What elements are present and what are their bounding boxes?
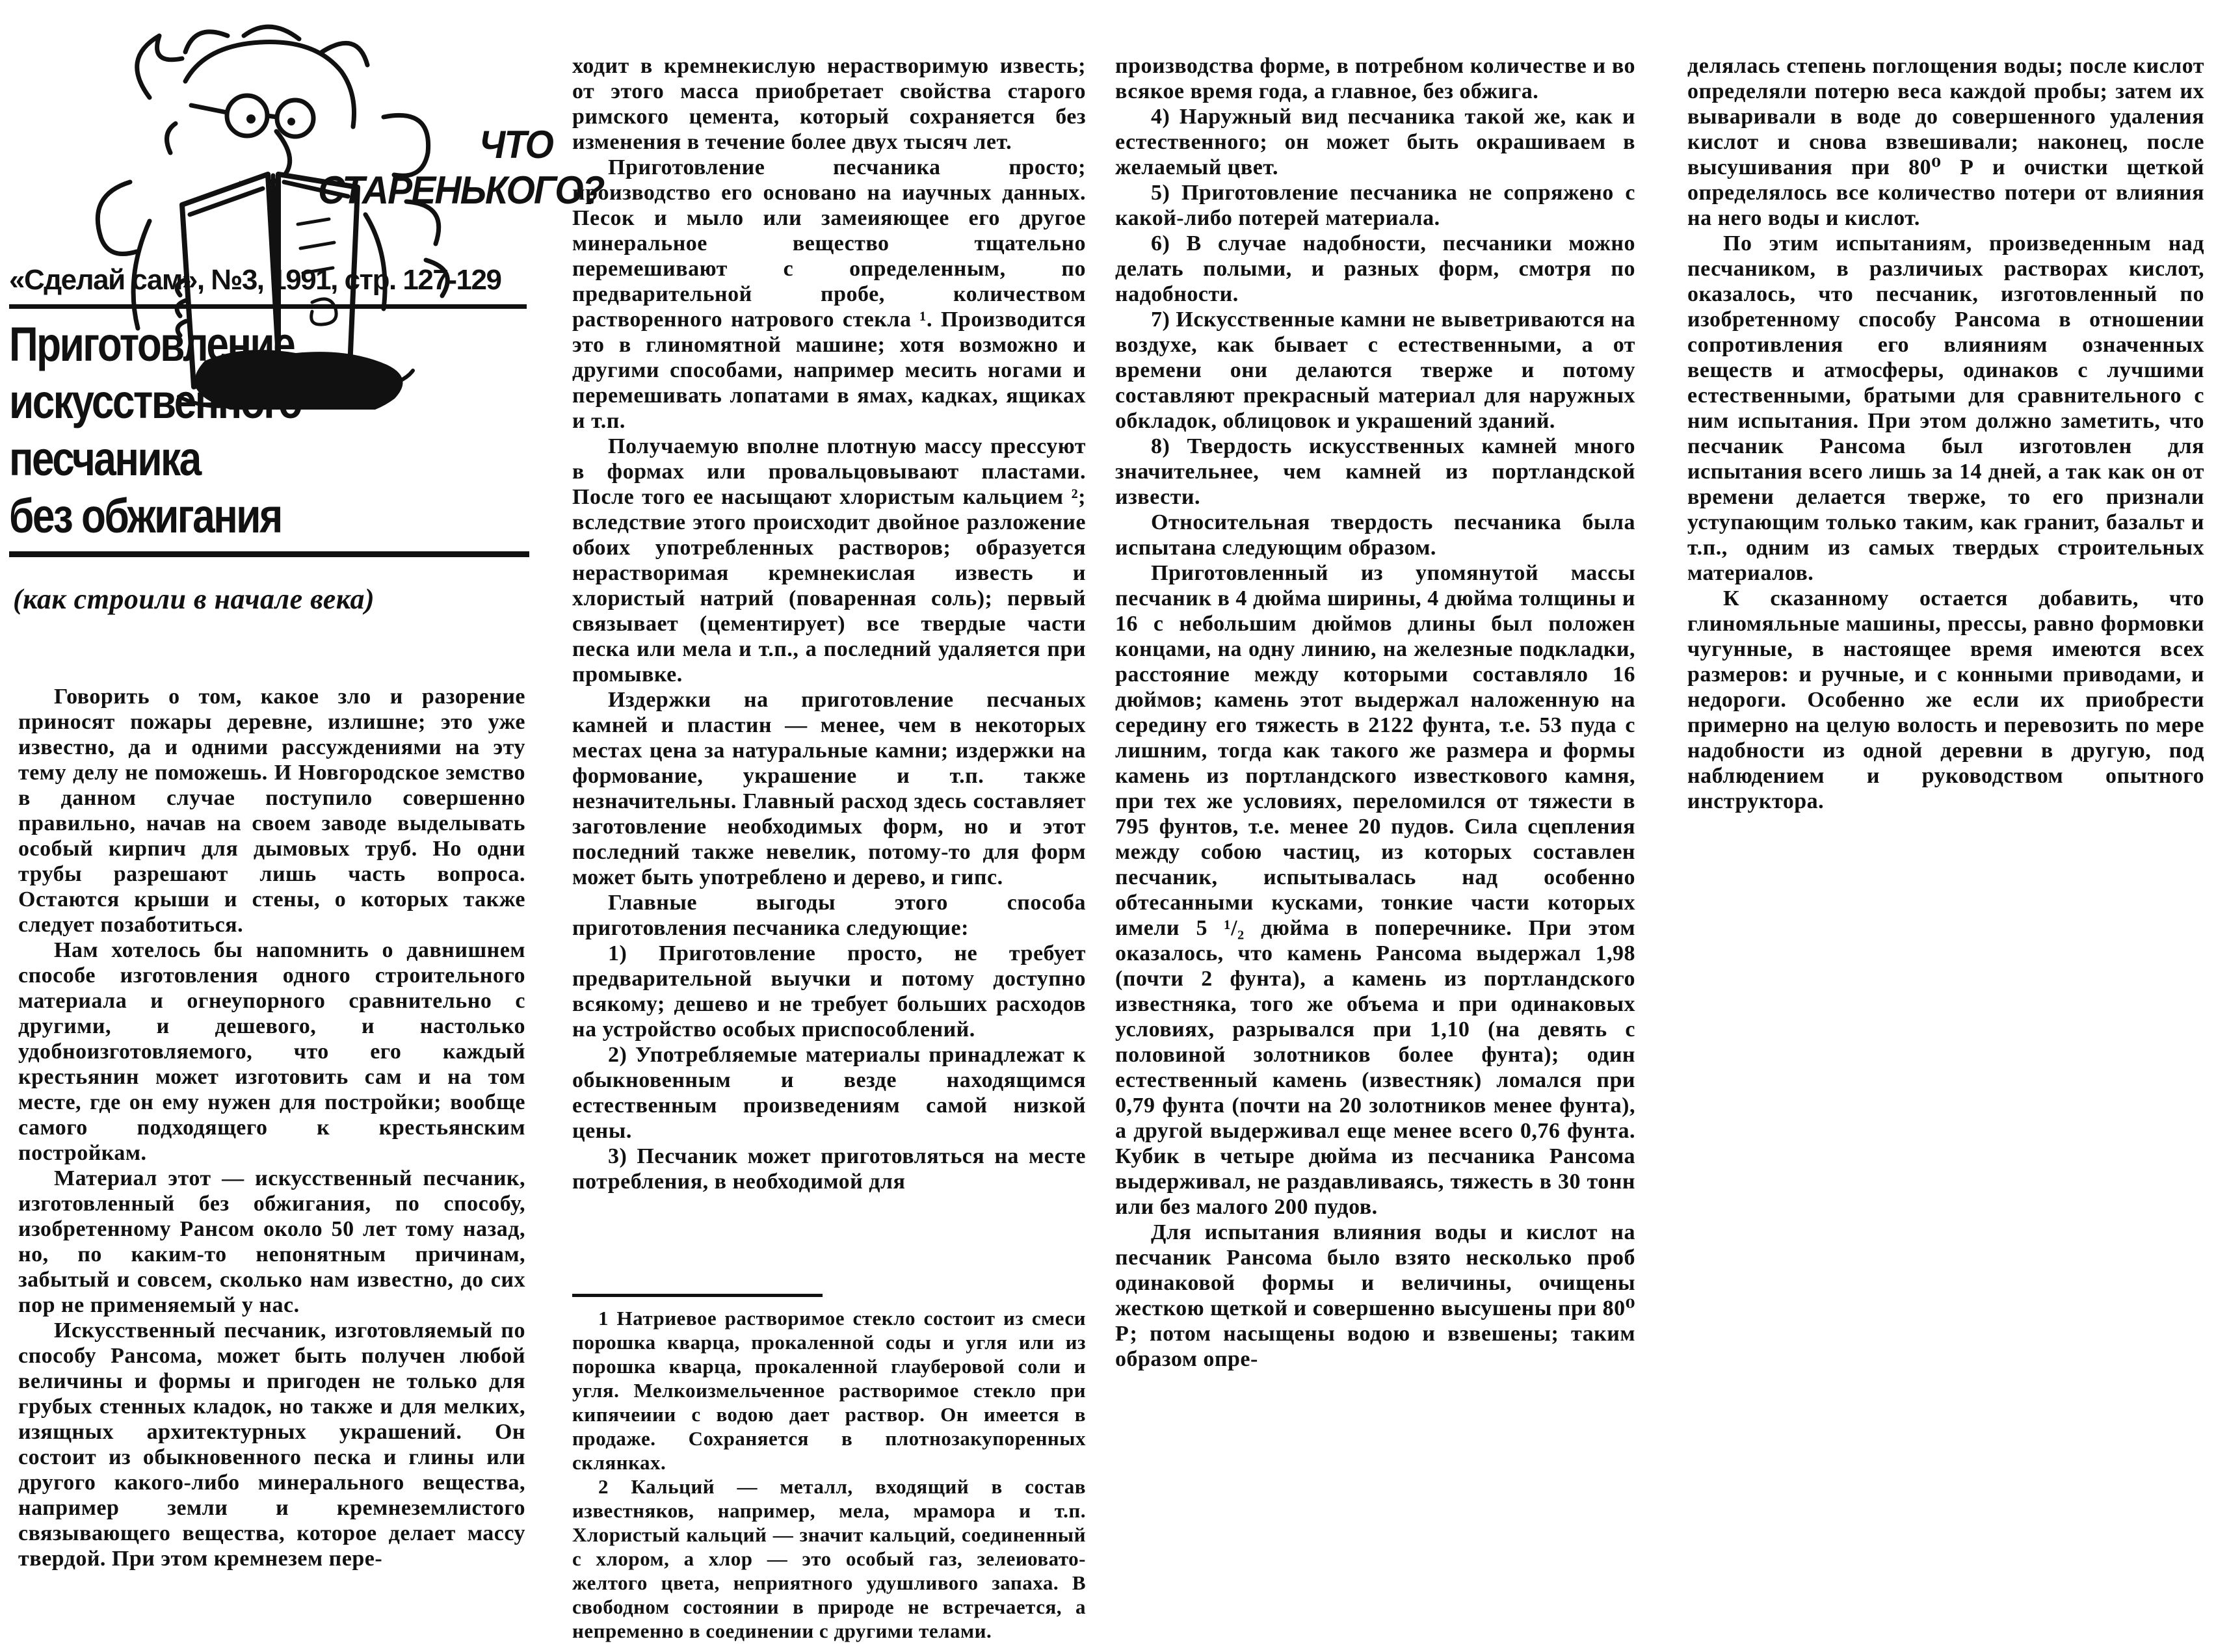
paragraph: производства форме, в потребном количестве и во всякое время года, а главное, без обжига. xyxy=(1115,54,1635,103)
paragraph: К сказанному остается добавить, что глиномяльные машины, прессы, равно формовки чугунные, в настоящее время имеются всех размеров: и ручные, и с конными приводами, и недороги. Особенно же если их приобрести примерно на целую волость и перевозить по мере надобности из одной деревни в другую, под наблюдением и руководством опытного инструктора. xyxy=(1687,586,2204,813)
paragraph: ходит в кремнекислую нерастворимую известь; от этого масса приобретает свойства старого римского цемента, который сохраняется без изменения в течение более двух тысяч лет. xyxy=(572,54,1086,154)
paragraph: Для испытания влияния воды и кислот на песчаник Рансома было взято несколько проб одинаковой формы и величины, очищены жесткою щеткой и совершенно высушены при 80⁰ Р; потом насыщены водою и взвешены; таким образом опре- xyxy=(1115,1220,1635,1371)
paragraph: Нам хотелось бы напомнить о давнишнем способе изготовления одного строительного материала и огнеупорного сравнительно с другими, и дешевого, и настолько удобноизготовляемого, что его каждый крестьянин может изготовить сам и на том месте, где он ему нужен для постройки; вообще самого подходящего к крестьянским постройкам. xyxy=(18,938,525,1165)
paragraph: 1) Приготовление просто, не требует предварительной выучки и потому доступно всякому; дешево и не требует больших расходов на устройство особых приспособлений. xyxy=(572,941,1086,1042)
article-subtitle: (как строили в начале века) xyxy=(13,583,375,615)
paragraph: Материал этот — искусственный песчаник, изготовленный без обжигания, по способу, изобретенному Рансом около 50 лет тому назад, но, по каким-то непонятным причинам, забытый и совсем, сколько нам известно, до сих пор не применяемый у нас. xyxy=(18,1166,525,1317)
paragraph: 6) В случае надобности, песчаники можно делать полыми, и разных форм, смотря по надобности. xyxy=(1115,231,1635,306)
footnote: 2 Кальций — металл, входящий в состав известняков, например, мела, мрамора и т.п. Хлористый кальций — значит кальций, соединенный с хлором, а хлор — это особый газ, зелеиовато-желтого цвета, неприятного удушливого запаха. В свободном состоянии в природе не встречается, а непременно в соединении с другими телами. xyxy=(572,1475,1086,1642)
paragraph: Приготовленный из упомянутой массы песчаник в 4 дюйма ширины, 4 дюйма толщины и 16 с небольшим дюймов длины был положен концами, на одну линию, на железные подкладки, расстояние между которыми составляло 16 дюймов; камень этот выдержал наложенную на середину его тяжесть в 2122 фунта, т.е. 53 пуда с лишним, тогда как такого же размера и формы камень из портландского известкового камня, при тех же условиях, переломился от тяжести в 795 фунтов, т.е. менее 20 пудов. Сила сцепления между собою частиц, из которых составлен песчаник, испытывалась над особенно обтесанными кусками, тонкие части которых имели 5 ¹/₂ дюйма в поперечнике. При этом оказалось, что камень Рансома выдержал 1,98 (почти 2 фунта), а камень из портландского известняка, того же объема и при одинаковых условиях, разрывался при 1,10 (на девять с половиной золотников более фунта); один естественный камень (известняк) ломался при 0,79 фунта (почти на 20 золотников менее фунта), а другой выдерживал еще менее всего 0,76 фунта. Кубик в четыре дюйма из песчаника Рансома выдерживал, не раздавливаясь, тяжесть в 30 тонн или без малого 200 пудов. xyxy=(1115,561,1635,1219)
footnotes-block xyxy=(572,1294,1086,1643)
paragraph: 7) Искусственные камни не выветриваются на воздухе, как бывает с естественными, а от времени они делаются тверже и потому составляют прекрасный материал для наружных обкладок, облицовок и украшений зданий. xyxy=(1115,308,1635,433)
paragraph: Относительная твердость песчаника была испытана следующим образом. xyxy=(1115,510,1635,560)
article-title xyxy=(9,316,301,545)
source-citation: «Сделай сам», №3, 1991, стр. 127-129 xyxy=(9,264,527,309)
paragraph: Получаемую вполне плотную массу прессуют в формах или провальцовывают пластами. После того ее насыщают хлористым кальцием ²; вследствие этого происходит двойное разложение обоих употребленных растворов; образуется нерастворимая кремнекислая известь и хлористый натрий (поваренная соль); первый связывает (цементирует) все твердые части песка или мела и т.п., а последний удаляется при промывке. xyxy=(572,434,1086,687)
article-title-line: искусственного xyxy=(9,374,302,428)
paragraph: Искусственный песчаник, изготовляемый по способу Рансома, может быть получен любой величины и формы и пригоден не только для грубых стенных кладок, но также и для мелких, изящных архитектурных украшений. Он состоит из обыкновенного песка и глины или другого какого-либо минерального вещества, например земли и кремнеземлистого связывающего вещества, которое делает массу твердой. При этом кремнезем пере- xyxy=(18,1318,525,1571)
text-column-4 xyxy=(1687,53,2204,1652)
paragraph: По этим испытаниям, произведенным над песчаником, в различиых растворах кислот, оказалось, что песчаник, изготовленный по изобретенному способу Рансома в отношении сопротивления его влияниям означенных веществ и атмосферы, одинаков с лучшими естественными, братыми для сравнительного с ним испытания. При этом должно заметить, что песчаник Рансома был изготовлен для испытания всего лишь за 14 дней, а так как он от времени делается тверже, то его признали уступающим только таким, как гранит, базальт и т.п., одним из самых твердых строительных материалов. xyxy=(1687,231,2204,585)
article-title-line: без обжигания xyxy=(9,489,282,543)
paragraph: делялась степень поглощения воды; после кислот определяли потерю веса каждой пробы; затем их вываривали в воде до совершенного удаления кислот и снова взвешивали; наконец, после высушивания при 80⁰ Р и очистки щеткой определялось все количество потери от влияния на него воды и кислот. xyxy=(1687,54,2204,230)
paragraph: 3) Песчаник может приготовляться на месте потребления, в необходимой для xyxy=(572,1144,1086,1194)
paragraph: 8) Твердость искусственных камней много значительнее, чем камней из портландской извести. xyxy=(1115,434,1635,509)
paragraph: 4) Наружный вид песчаника такой же, как и естественного; он может быть окрашиваем в желаемый цвет. xyxy=(1115,105,1635,179)
text-column-3 xyxy=(1115,53,1635,1652)
text-column-1 xyxy=(18,684,525,1649)
paragraph: Приготовление песчаника просто; производство его основано на иаучных данных. Песок и мыло или замеияющее его другое минеральное вещество тщательно перемешивают с определенным, по предварительной пробе, количеством растворенного натрового стекла ¹. Производится это в глиномятной машине; хотя возможно и другими способами, например месить ногами и перемешивать лопатами в ямах, кадках, ящиках и т.п. xyxy=(572,155,1086,433)
column-2-body xyxy=(572,53,1086,1194)
footnotes-list xyxy=(572,1306,1086,1643)
paragraph: Говорить о том, какое зло и разорение приносят пожары деревне, излишне; это уже известно, да и одними рассуждениями на эту тему делу не поможешь. И Новгородское земство в данном случае поступило совершенно правильно, начав на своем заводе выделывать особый кирпич для дымовых труб. Но одни трубы разрешают лишь часть вопроса. Остаются крыши и стены, о которых также следует позаботиться. xyxy=(18,685,525,937)
text-column-2 xyxy=(572,53,1086,1643)
rubric-slogan xyxy=(318,122,604,213)
paragraph: 5) Приготовление песчаника не сопряжено с какой-либо потерей материала. xyxy=(1115,181,1635,230)
footnote-divider xyxy=(572,1294,823,1297)
paragraph: 2) Употребляемые материалы принадлежат к обыкновенным и везде находящимся естественным произведениям самой низкой цены. xyxy=(572,1043,1086,1143)
rubric-slogan-line: ЧТО xyxy=(479,123,553,166)
article-title-line: Приготовление xyxy=(9,317,295,371)
footnote: 1 Натриевое растворимое стекло состоит из смеси порошка кварца, прокаленной соды и угля или из порошка кварца, прокаленной глауберовой соли и угля. Мелкоизмельченное растворимое стекло при кипячеиии с водою дает раствор. Он имеется в продаже. Сохраняется в плотнозакупоренных склянках. xyxy=(572,1307,1086,1474)
article-title-line: песчаника xyxy=(9,432,200,486)
rubric-slogan-line: СТАРЕНЬКОГО? xyxy=(318,168,604,212)
paragraph: Главные выгоды этого способа приготовления песчаника следующие: xyxy=(572,891,1086,940)
paragraph: Издержки на приготовление песчаных камней и пластин — менее, чем в некоторых местах цена за натуральные камни; издержки на формование, украшение и т.п. также незначительны. Главный расход здесь составляет заготовление необходимых форм, но и этот последний также невелик, потому-то для форм может быть употреблено и дерево, и гипс. xyxy=(572,688,1086,889)
title-divider xyxy=(9,551,529,557)
